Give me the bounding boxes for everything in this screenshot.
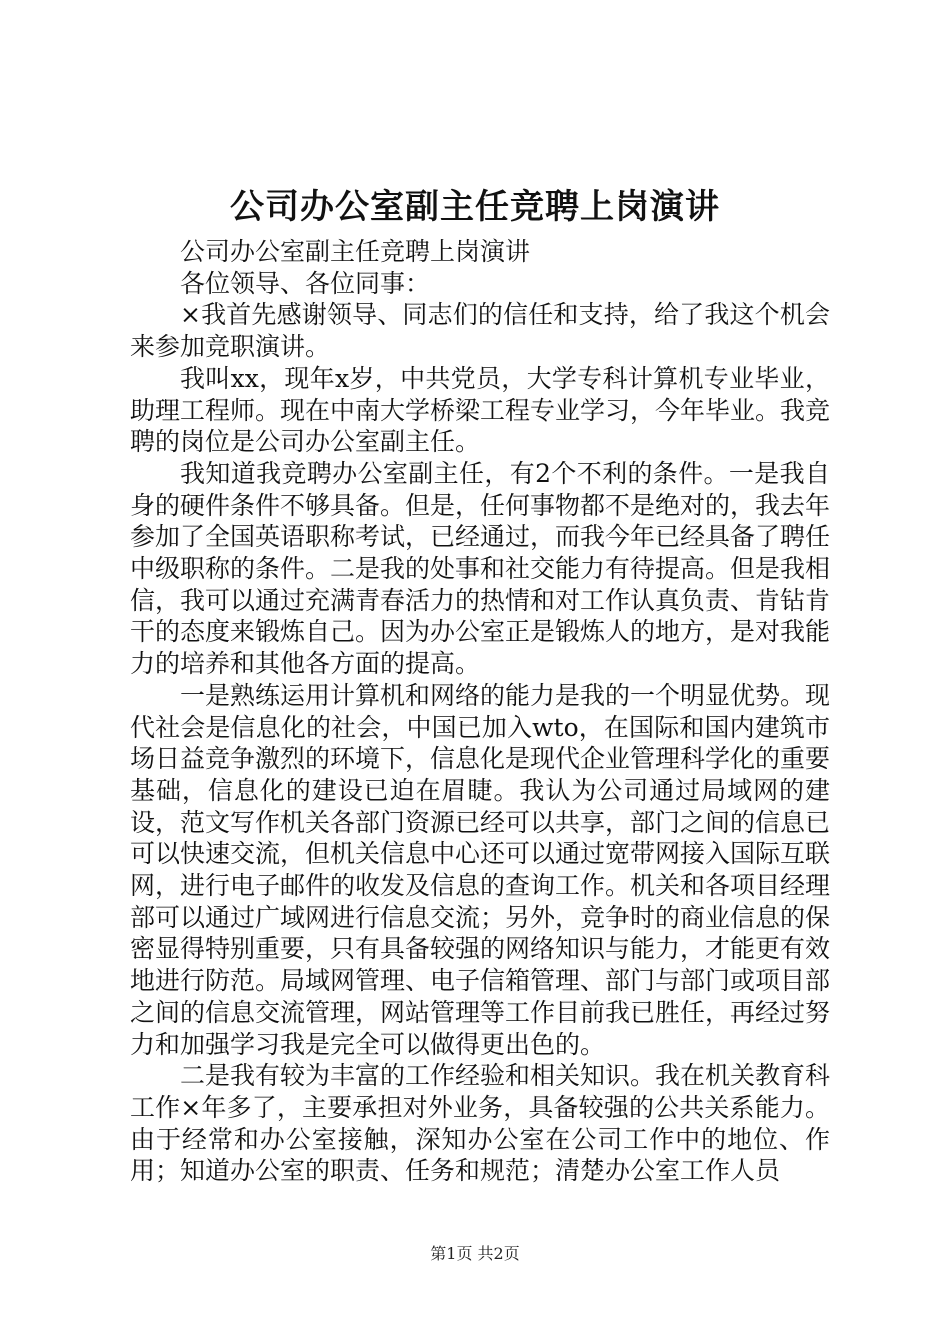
paragraph-salutation: 各位领导、各位同事： bbox=[180, 268, 431, 298]
paragraph: ×我首先感谢领导、同志们的信任和支持，给了我这个机会来参加竞职演讲。 bbox=[130, 300, 830, 362]
document-title: 公司办公室副主任竞聘上岗演讲 bbox=[230, 187, 720, 227]
paragraph-subtitle: 公司办公室副主任竞聘上岗演讲 bbox=[180, 237, 531, 266]
page-number: 第1页 共2页 bbox=[430, 1244, 520, 1263]
paragraph: 一是熟练运用计算机和网络的能力是我的一个明显优势。现代社会是信息化的社会，中国已加入wto，在国际和国内建筑市场日益竞争激烈的环境下，信息化是现代企业管理科学化的重要基础，信息化的建设已迫在眉睫。我认为公司通过局域网的建设，范文写作机关各部门资源已经可以共享，部门之间的信息已可以快速交流，但机关信息中心还可以通过宽带网接入国际互联网，进行电子邮件的收发及信息的查询工作。机关和各项目经理部可以通过广域网进行信息交流；另外，竞争时的商业信息的保密显得特别重要，只有具备较强的网络知识与能力，才能更有效地进行防范。局域网管理、电子信箱管理、部门与部门或项目部之间的信息交流管理，网站管理等工作目前我已胜任，再经过努力和加强学习我是完全可以做得更出色的。 bbox=[130, 680, 831, 1059]
paragraph: 二是我有较为丰富的工作经验和相关知识。我在机关教育科工作×年多了，主要承担对外业务，具备较强的公共关系能力。由于经常和办公室接触，深知办公室在公司工作中的地位、作用；知道办公室的职责、任务和规范；清楚办公室工作人员 bbox=[130, 1061, 831, 1186]
paragraph: 我知道我竞聘办公室副主任，有2个不利的条件。一是我自身的硬件条件不够具备。但是，任何事物都不是绝对的，我去年参加了全国英语职称考试，已经通过，而我今年已经具备了聘任中级职称的条件。二是我的处事和社交能力有待提高。但是我相信，我可以通过充满青春活力的热情和对工作认真负责、肯钻肯干的态度来锻炼自己。因为办公室正是锻炼人的地方，是对我能力的培养和其他各方面的提高。 bbox=[130, 458, 831, 679]
document-body bbox=[130, 236, 830, 1187]
paragraph: 我叫xx，现年x岁，中共党员，大学专科计算机专业毕业，助理工程师。现在中南大学桥梁工程专业学习，今年毕业。我竞聘的岗位是公司办公室副主任。 bbox=[130, 363, 831, 457]
